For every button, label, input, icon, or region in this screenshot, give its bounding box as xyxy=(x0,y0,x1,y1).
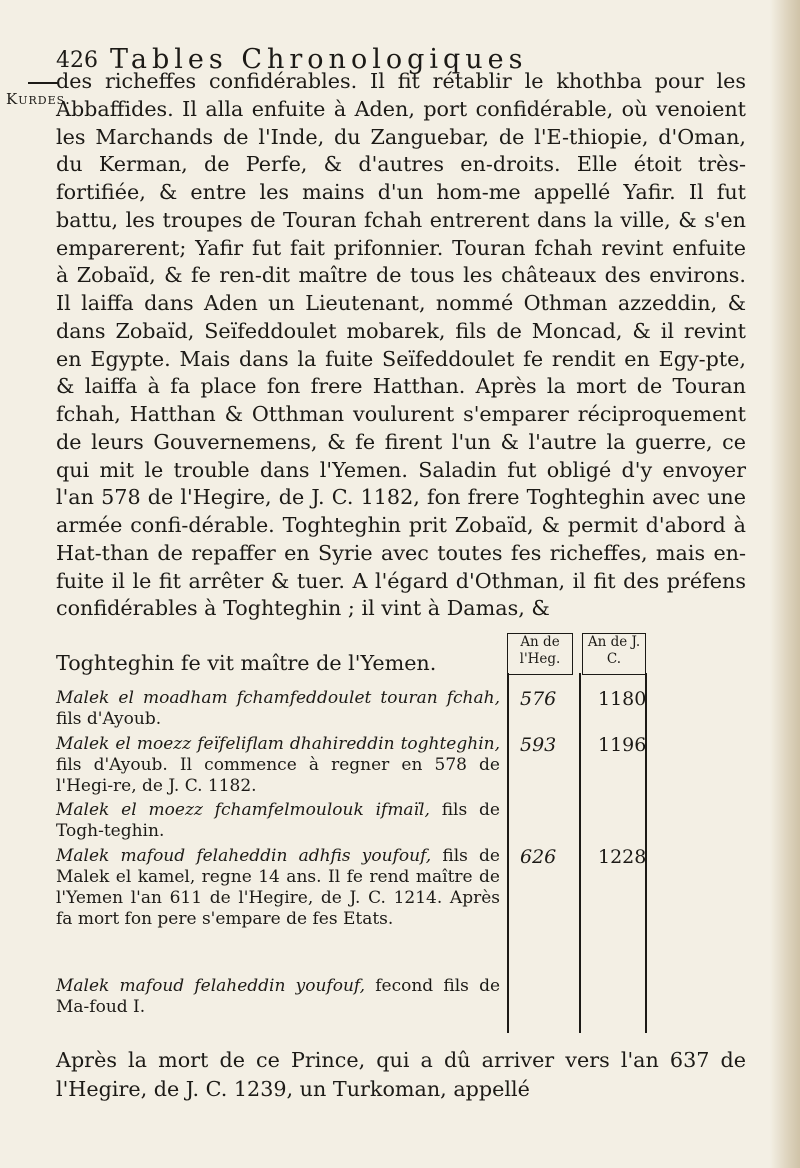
page-edge xyxy=(770,0,800,1168)
ruler-entry xyxy=(56,734,500,797)
page-number: 426 xyxy=(56,48,98,73)
running-title: Tables Chronologiques xyxy=(110,44,528,75)
ruler-name: Malek el moezz fchamfelmoulouk ifmaïl, xyxy=(56,800,430,820)
ruler-entry xyxy=(56,688,500,730)
ruler-description: fils d'Ayoub. Il commence à regner en 578 de l'Hegi-re, de J. C. 1182. xyxy=(56,755,500,796)
margin-note: Kurdes. xyxy=(6,90,71,108)
ruler-name: Malek mafoud felaheddin youfouf, xyxy=(56,976,366,996)
ruler-description: fils de Togh-teghin. xyxy=(56,800,500,841)
hegire-year: 593 xyxy=(520,734,557,756)
column-header-jc: An de J. C. xyxy=(582,633,646,675)
column-rule xyxy=(579,673,581,1033)
ruler-description: fils d'Ayoub. xyxy=(56,709,162,729)
ruler-entry xyxy=(56,800,500,842)
hegire-year: 626 xyxy=(520,846,557,868)
margin-dash xyxy=(28,82,58,84)
ruler-name: Malek el moadham fchamfeddoulet touran fchah, xyxy=(56,688,500,708)
column-header-hegire: An de l'Heg. xyxy=(507,633,573,675)
ruler-entry xyxy=(56,976,500,1018)
jc-year: 1228 xyxy=(598,846,647,868)
jc-year: 1180 xyxy=(598,688,647,710)
body-last-line: Toghteghin fe vit maître de l'Yemen. xyxy=(56,651,437,675)
ruler-entry xyxy=(56,846,500,930)
hegire-year: 576 xyxy=(520,688,557,710)
body-paragraph: des richeffes confidérables. Il fit rétablir le khothba pour les Abbaffides. Il alla enfuite à Aden, port confidérable, où venoient les Marchands de l'Inde, du Zanguebar, de l'E-thiopie, d'Oman, du Kerman, de Perfe, & d'autres en-droits. Elle étoit très-fortifiée, & entre les mains d'un hom-me appellé Yafir. Il fut battu, les troupes de Touran fchah entrerent dans la ville, & s'en emparerent; Yafir fut fait prifonnier. Touran fchah revint enfuite à Zobaïd, & fe ren-dit maître de tous les châteaux des environs. Il laiffa dans Aden un Lieutenant, nommé Othman azzeddin, & dans Zobaïd, Seïfeddoulet mobarek, fils de Moncad, & il revint en Egypte. Mais dans la fuite Seïfeddoulet fe rendit en Egy-pte, & laiffa à fa place fon frere Hatthan. Après la mort de Touran fchah, Hatthan & Otthman voulurent s'emparer réciproquement de leurs Gouvernemens, & fe firent l'un & l'autre la guerre, ce qui mit le trouble dans l'Yemen. Saladin fut obligé d'y envoyer l'an 578 de l'Hegire, de J. C. 1182, fon frere Toghteghin avec une armée confi-dérable. Toghteghin prit Zobaïd, & permit d'abord à Hat-than de repaffer en Syrie avec toutes fes richeffes, mais en-fuite il le fit arrêter & tuer. A l'égard d'Othman, il fit des préfens confidérables à Toghteghin ; il vint à Damas, & xyxy=(56,69,746,621)
ruler-description: fils de Malek el kamel, regne 14 ans. Il fe rend maître de l'Yemen l'an 611 de l'Hegire, de J. C. 1214. Après fa mort fon pere s'empare de fes Etats. xyxy=(56,846,500,929)
column-rule xyxy=(507,673,509,1033)
ruler-name: Malek mafoud felaheddin adhfis youfouf, xyxy=(56,846,432,866)
closing-paragraph: Après la mort de ce Prince, qui a dû arriver vers l'an 637 de l'Hegire, de J. C. 1239, un Turkoman, appellé xyxy=(56,1048,746,1101)
ruler-description: fecond fils de Ma-foud I. xyxy=(56,976,501,1017)
jc-year: 1196 xyxy=(598,734,647,756)
ruler-name: Malek el moezz feïfeliflam dhahireddin toghteghin, xyxy=(56,734,500,754)
